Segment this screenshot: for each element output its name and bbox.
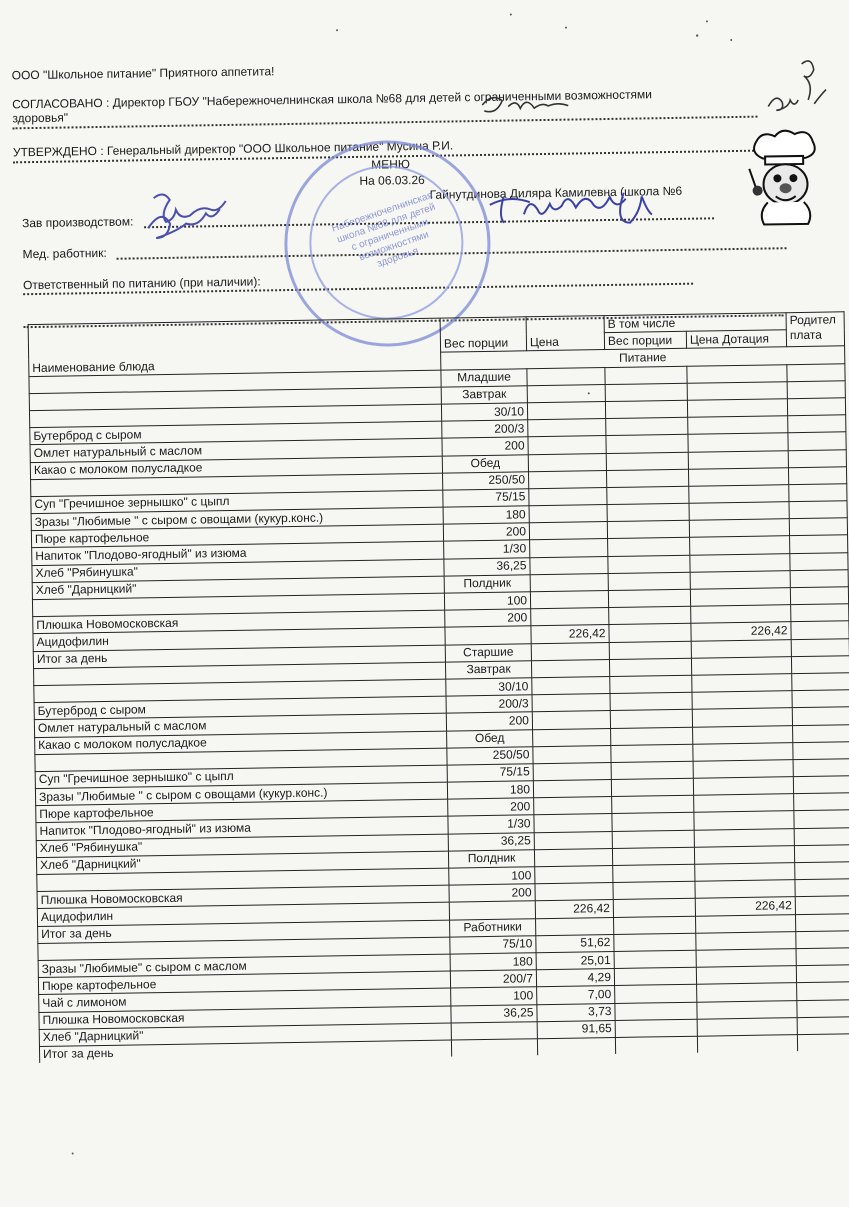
dish-name: Суп "Гречишное зернышко" с цыпл [35,765,447,789]
dish-name: Зразы "Любимые " с сыром с овощами (кукур.конс.) [35,782,447,806]
dish-name: Какао с молоком полусладкое [30,456,442,480]
portion-weight: 200 [443,523,529,542]
dish-name: Зразы "Любимые" с сыром с маслом [38,954,450,978]
header-including: В том числе [604,313,786,333]
section-label: Обед [442,454,528,473]
dish-name: Плюшка Новомосковская [33,610,445,634]
dish-name: Чай с лимоном [39,988,451,1012]
company-line: ООО "Школьное питание" Приятного аппетита! [11,64,275,83]
portion-weight: 100 [444,592,530,611]
dish-name: Пюре картофельное [38,971,450,995]
menu-title: МЕНЮ [371,157,411,172]
portion-weight: 36,25 [448,832,534,851]
header-portion-weight: Вес порции [440,317,527,353]
dish-name: Хлеб "Дарницкий" [32,576,444,600]
portion-weight: 200/3 [442,420,528,439]
header-section-food: Питание [441,346,845,370]
dish-name: Хлеб "Дарницкий" [36,851,448,875]
portion-weight: 200 [445,609,531,628]
price-cell: 91,65 [537,1020,615,1038]
dish-name: Хлеб "Рябинушка" [32,559,444,583]
portion-weight: 30/10 [446,678,532,697]
dish-name: Хлеб "Рябинушка" [36,834,448,858]
portion-weight: 200/3 [446,695,532,714]
medic-label: Мед. работник: [22,245,107,262]
price-cell: 226,42 [531,625,609,643]
dish-name: Пюре картофельное [36,799,448,823]
dish-name: Ацидофилин [33,627,445,651]
approved-line: УТВЕРЖДЕНО : Генеральный директор "ООО Школьное питание" Мусина Р.И. [12,138,454,160]
header-sub-portion-weight: Вес порции [604,331,686,349]
section-label: Старшие [445,643,531,662]
section-label: Обед [447,729,533,748]
portion-weight: 180 [443,506,529,525]
dish-name: Омлет натуральный с маслом [30,438,442,462]
section-label: Полдник [444,575,530,594]
portion-weight: 250/50 [447,746,533,765]
stamp-text: Набережночелнинская школа №68 для детей с ограниченными возможностями здоровья [330,189,437,270]
prod-manager-name: Гайнутдинова Диляра Камилевна (школа №6 [429,183,683,202]
portion-weight: 200 [446,712,532,731]
dish-name: Плюшка Новомосковская [39,1006,451,1030]
day-total-label: Итог за день [33,645,445,669]
subsidy-cell: 226,42 [691,622,791,641]
section-label: Работники [450,918,536,937]
day-total-label: Итог за день [38,920,450,944]
section-label: Полдник [448,850,534,869]
portion-weight: 200 [448,798,534,817]
price-cell: 3,73 [537,1003,615,1021]
dish-name: Напиток "Плодово-ягодный" из изюма [36,817,448,841]
portion-weight: 75/10 [450,935,536,954]
price-cell: 4,29 [536,969,614,987]
portion-weight: 30/10 [441,403,527,422]
portion-weight: 200/7 [450,970,536,989]
portion-weight: 200 [449,884,535,903]
section-label: Завтрак [441,386,527,405]
dish-name: Пюре картофельное [31,524,443,548]
portion-weight: 250/50 [443,471,529,490]
portion-weight: 180 [447,781,533,800]
price-cell: 7,00 [537,986,615,1004]
price-cell: 25,01 [536,951,614,969]
dish-name: Суп "Гречишное зернышко" с цыпл [31,490,443,514]
portion-weight: 75/15 [447,764,533,783]
price-cell: 226,42 [535,900,613,918]
dish-name: Зразы "Любимые " с сыром с овощами (кукур.конс.) [31,507,443,531]
dish-name: Ацидофилин [37,902,449,926]
portion-weight: 1/30 [448,815,534,834]
portion-weight: 100 [449,867,535,886]
portion-weight: 200 [442,437,528,456]
header-parent-fee-line-1: Родител [789,312,836,328]
agreed-line-continued: здоровья" [12,110,69,126]
header-dish-name: Наименование блюда [28,318,441,376]
header-parent-fee-line-2: плата [789,327,822,343]
dish-name: Омлет натуральный с маслом [34,713,446,737]
header-price: Цена [526,316,605,352]
section-label: Завтрак [445,661,531,680]
subsidy-cell: 226,42 [695,897,795,916]
prod-manager-label: Зав производством: [21,214,134,231]
header-price-subsidy: Цена Дотация [686,330,786,349]
price-cell: 51,62 [536,934,614,952]
dish-name: Бутерброд с сыром [30,421,442,445]
menu-date: На 06.03.26 [359,172,425,188]
dish-name: Напиток "Плодово-ягодный" из изюма [32,542,444,566]
section-label: Младшие [441,368,527,387]
agreed-line: СОГЛАСОВАНО : Директор ГБОУ "Набережночелнинская школа №68 для детей с ограниченными возможностями [12,87,653,112]
portion-weight: 36,25 [444,557,530,576]
dish-name: Бутерброд с сыром [34,696,446,720]
portion-weight: 75/15 [443,489,529,508]
responsible-label: Ответственный по питанию (при наличии): [22,274,261,293]
dish-name: Хлеб "Дарницкий" [39,1023,451,1047]
dish-name: Какао с молоком полусладкое [35,731,447,755]
portion-weight: 36,25 [451,1004,537,1023]
portion-weight: 1/30 [444,540,530,559]
day-total-label: Итог за день [39,1040,451,1063]
dish-name: Плюшка Новомосковская [37,885,449,909]
portion-weight: 180 [450,953,536,972]
portion-weight: 100 [451,987,537,1006]
